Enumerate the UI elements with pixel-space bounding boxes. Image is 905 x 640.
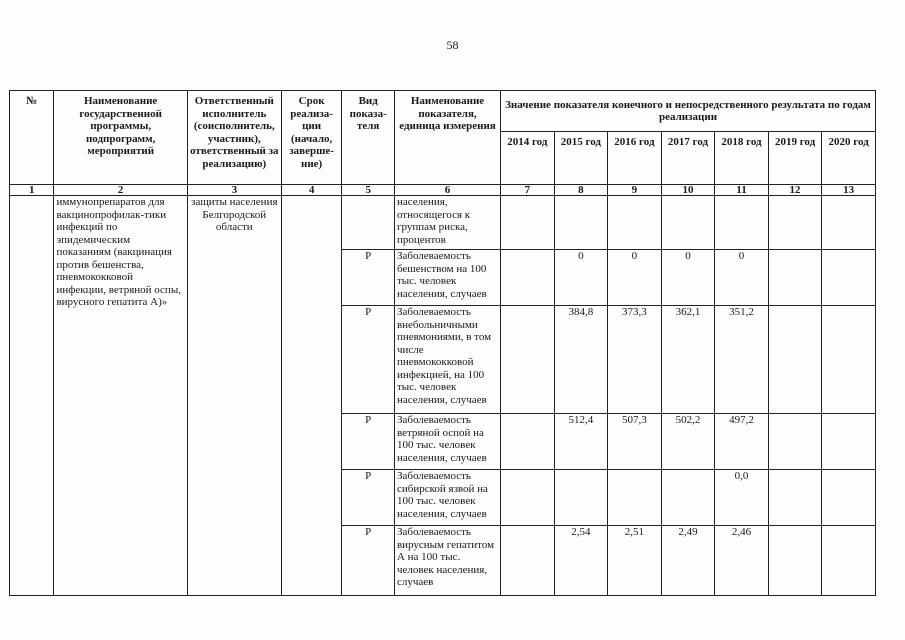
value-cell: [768, 250, 822, 306]
value-cell: [554, 196, 608, 250]
value-cell: 2,49: [661, 526, 715, 596]
value-cell: [768, 526, 822, 596]
value-cell: [501, 526, 555, 596]
column-number: 2: [54, 185, 187, 196]
value-cell: 0,0: [715, 470, 769, 526]
value-cell: 2,54: [554, 526, 608, 596]
indicator-type: Р: [342, 306, 395, 414]
value-cell: 0: [661, 250, 715, 306]
value-cell: 0: [715, 250, 769, 306]
value-cell: 351,2: [715, 306, 769, 414]
value-cell: [501, 250, 555, 306]
value-cell: [768, 306, 822, 414]
value-cell: [822, 196, 876, 250]
header-no: №: [10, 91, 54, 185]
column-number: 8: [554, 185, 608, 196]
column-number: 5: [342, 185, 395, 196]
header-executor: Ответственный исполнитель (соисполнитель, участник), ответственный за реализацию): [187, 91, 281, 185]
header-indicator-name: Наименование показателя, единица измерения: [394, 91, 500, 185]
value-cell: 2,46: [715, 526, 769, 596]
table-row: [10, 196, 876, 250]
header-indicator-type: Вид показа-теля: [342, 91, 395, 185]
value-cell: [661, 196, 715, 250]
value-cell: 512,4: [554, 414, 608, 470]
header-year: 2015 год: [554, 132, 608, 185]
column-number: 11: [715, 185, 769, 196]
value-cell: 0: [554, 250, 608, 306]
value-cell: [822, 306, 876, 414]
column-number: 4: [281, 185, 342, 196]
value-cell: [768, 196, 822, 250]
indicators-table: [9, 90, 876, 596]
header-values-group: Значение показателя конечного и непосредственного результата по годам реализации: [501, 91, 876, 132]
value-cell: [501, 306, 555, 414]
program-name-cell: иммунопрепаратов для вакцинопрофилак-тики инфекций по эпидемическим показаниям (вакцинация против бешенства, пневмококковой инфекции, ветряной оспы, вирусного гепатита А)»: [54, 196, 187, 596]
value-cell: 0: [608, 250, 662, 306]
value-cell: [822, 526, 876, 596]
header-year: 2016 год: [608, 132, 662, 185]
value-cell: 507,3: [608, 414, 662, 470]
column-number: 12: [768, 185, 822, 196]
value-cell: 384,8: [554, 306, 608, 414]
row-no-cell: [10, 196, 54, 596]
executor-cell: защиты населения Белгородской области: [187, 196, 281, 596]
indicator-type: Р: [342, 250, 395, 306]
value-cell: [822, 250, 876, 306]
indicator-name: Заболеваемость ветряной оспой на 100 тыс. человек населения, случаев: [394, 414, 500, 470]
header-year: 2019 год: [768, 132, 822, 185]
header-year: 2018 год: [715, 132, 769, 185]
indicator-type: [342, 196, 395, 250]
column-number: 9: [608, 185, 662, 196]
value-cell: [661, 470, 715, 526]
page-number: 58: [446, 38, 459, 52]
value-cell: 362,1: [661, 306, 715, 414]
term-cell: [281, 196, 342, 596]
header-year: 2014 год: [501, 132, 555, 185]
value-cell: [768, 414, 822, 470]
column-number: 6: [394, 185, 500, 196]
column-number: 1: [10, 185, 54, 196]
column-number: 3: [187, 185, 281, 196]
column-number: 10: [661, 185, 715, 196]
value-cell: [608, 470, 662, 526]
header-program-name: Наименование государственной программы, подпрограмм, мероприятий: [54, 91, 187, 185]
value-cell: 502,2: [661, 414, 715, 470]
indicator-name: Заболеваемость внебольничными пневмониями, в том числе пневмококковой инфекцией, на 100 тыс. человек населения, случаев: [394, 306, 500, 414]
value-cell: 2,51: [608, 526, 662, 596]
value-cell: 373,3: [608, 306, 662, 414]
header-year: 2020 год: [822, 132, 876, 185]
indicator-type: Р: [342, 526, 395, 596]
value-cell: [768, 470, 822, 526]
indicator-type: Р: [342, 414, 395, 470]
value-cell: 497,2: [715, 414, 769, 470]
value-cell: [822, 414, 876, 470]
indicator-name: Заболеваемость сибирской язвой на 100 тыс. человек населения, случаев: [394, 470, 500, 526]
value-cell: [501, 196, 555, 250]
value-cell: [608, 196, 662, 250]
value-cell: [715, 196, 769, 250]
indicator-type: Р: [342, 470, 395, 526]
column-number: 7: [501, 185, 555, 196]
header-term: Срок реализа-ции (начало, заверше-ние): [281, 91, 342, 185]
column-number: 13: [822, 185, 876, 196]
value-cell: [822, 470, 876, 526]
value-cell: [501, 414, 555, 470]
value-cell: [501, 470, 555, 526]
indicator-name: населения, относящегося к группам риска, процентов: [394, 196, 500, 250]
indicator-name: Заболеваемость вирусным гепатитом А на 100 тыс. человек населения, случаев: [394, 526, 500, 596]
value-cell: [554, 470, 608, 526]
header-year: 2017 год: [661, 132, 715, 185]
indicator-name: Заболеваемость бешенством на 100 тыс. человек населения, случаев: [394, 250, 500, 306]
